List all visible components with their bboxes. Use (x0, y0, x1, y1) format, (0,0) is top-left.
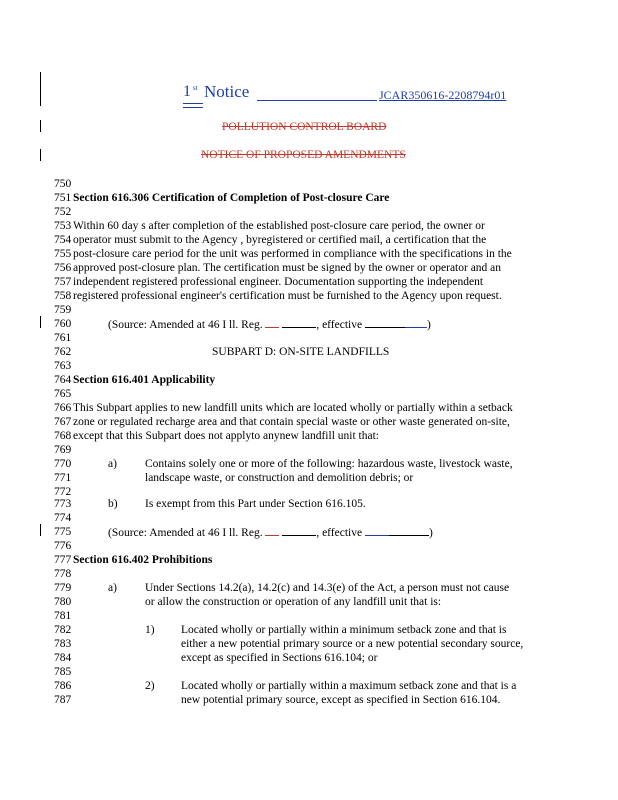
section-heading: Section 616.401 Applicability (73, 374, 216, 386)
subitem-text: either a new potential primary source or a new potential secondary source, (181, 638, 524, 650)
item-text: or allow the construction or operation of any landfill unit that is: (145, 596, 442, 608)
line-number: 756 (54, 262, 72, 274)
line-number: 775 (54, 526, 72, 538)
subitem-text: Located wholly or partially within a maximum setback zone and that is a (181, 680, 517, 692)
line-number: 778 (54, 568, 72, 580)
blank-field (265, 525, 279, 536)
line-number: 750 (54, 178, 72, 190)
line-number: 780 (54, 596, 72, 608)
line-number: 766 (54, 402, 72, 414)
source-effective: , effective (316, 527, 363, 539)
paragraph-line: except that this Subpart does not applyto anynew landfill unit that: (73, 430, 379, 442)
blank-field (282, 525, 316, 536)
line-number: 768 (54, 430, 72, 442)
subitem-label: 2) (145, 680, 155, 692)
paragraph-line: approved post-closure plan. The certification must be signed by the owner or operator and an (73, 262, 502, 274)
change-bar (40, 120, 41, 132)
line-number: 785 (54, 666, 72, 678)
source-note (108, 525, 433, 540)
line-number: 777 (54, 554, 72, 566)
line-number: 772 (54, 486, 72, 498)
blank-field (365, 525, 389, 536)
line-number: 784 (54, 652, 72, 664)
line-number: 751 (54, 192, 72, 204)
item-label: a) (108, 458, 117, 470)
board-title: POLLUTION CONTROL BOARD (222, 121, 387, 133)
source-note (108, 317, 431, 332)
line-number: 757 (54, 276, 72, 288)
item-text: landscape waste, or construction and demolition debris; or (145, 472, 414, 484)
paragraph-line: operator must submit to the Agency , byregistered or certified mail, a certification that the (73, 234, 487, 246)
line-number: 776 (54, 540, 72, 552)
blank-field (405, 317, 427, 328)
source-close: ) (426, 319, 431, 331)
line-number: 753 (54, 220, 72, 232)
blank-field (365, 317, 405, 328)
line-number: 762 (54, 346, 72, 358)
paragraph-line: independent registered professional engineer. Documentation supporting the independent (73, 276, 484, 288)
line-number: 773 (54, 498, 72, 510)
subitem-text: Located wholly or partially within a minimum setback zone and that is (181, 624, 507, 636)
item-text: Is exempt from this Part under Section 616.105. (145, 498, 366, 510)
paragraph-line: post-closure care period for the unit was performed in compliance with the specifications in the (73, 248, 512, 260)
subpart-heading: SUBPART D: ON-SITE LANDFILLS (212, 346, 390, 358)
item-text: Under Sections 14.2(a), 14.2(c) and 14.3(e) of the Act, a person must not cause (145, 582, 510, 594)
section-heading: Section 616.306 Certification of Completion of Post-closure Care (73, 192, 390, 204)
line-number: 760 (54, 318, 72, 330)
paragraph-line: registered professional engineer's certification must be furnished to the Agency upon request. (73, 290, 502, 302)
line-number: 770 (54, 458, 72, 470)
source-close: ) (428, 527, 433, 539)
source-prefix: (Source: Amended at 46 I ll. Reg. (108, 527, 263, 539)
change-bar (40, 72, 41, 106)
line-number: 782 (54, 624, 72, 636)
line-number: 781 (54, 610, 72, 622)
line-number: 754 (54, 234, 72, 246)
header-underline (183, 107, 203, 108)
item-text: Contains solely one or more of the following: hazardous waste, livestock waste, (145, 458, 513, 470)
item-label: b) (108, 498, 118, 510)
line-number: 764 (54, 374, 72, 386)
line-number: 758 (54, 290, 72, 302)
notice-number: 1 (183, 83, 191, 100)
header-rule (257, 100, 377, 101)
line-number: 761 (54, 332, 72, 344)
blank-field (282, 317, 316, 328)
line-number: 765 (54, 388, 72, 400)
line-number: 767 (54, 416, 72, 428)
line-number: 752 (54, 206, 72, 218)
line-number: 755 (54, 248, 72, 260)
notice-superscript: st (193, 84, 198, 92)
notice-title: NOTICE OF PROPOSED AMENDMENTS (201, 149, 406, 161)
line-number: 786 (54, 680, 72, 692)
source-prefix: (Source: Amended at 46 I ll. Reg. (108, 319, 263, 331)
line-number: 774 (54, 512, 72, 524)
blank-field (265, 317, 279, 328)
document-id: JCAR350616-2208794r01 (379, 88, 507, 102)
paragraph-line: This Subpart applies to new landfill units which are located wholly or partially within a setback (73, 402, 513, 414)
subitem-text: except as specified in Sections 616.104; or (181, 652, 378, 664)
line-number: 779 (54, 582, 72, 594)
subitem-label: 1) (145, 624, 155, 636)
line-number: 771 (54, 472, 72, 484)
change-bar (40, 316, 41, 328)
subitem-text: new potential primary source, except as specified in Section 616.104. (181, 694, 501, 706)
line-number: 769 (54, 444, 72, 456)
item-label: a) (108, 582, 117, 594)
source-effective: , effective (316, 319, 363, 331)
notice-label: Notice (204, 82, 250, 101)
line-number: 759 (54, 304, 72, 316)
header-underline (183, 103, 203, 104)
line-number: 787 (54, 694, 72, 706)
line-number: 763 (54, 360, 72, 372)
change-bar (40, 524, 41, 536)
blank-field (389, 525, 429, 536)
paragraph-line: zone or regulated recharge area and that contain special waste or other waste generated on-site, (73, 416, 510, 428)
line-number: 783 (54, 638, 72, 650)
paragraph-line: Within 60 day s after completion of the established post-closure care period, the owner or (73, 220, 485, 232)
section-heading: Section 616.402 Prohibitions (73, 554, 213, 566)
change-bar (40, 149, 41, 161)
